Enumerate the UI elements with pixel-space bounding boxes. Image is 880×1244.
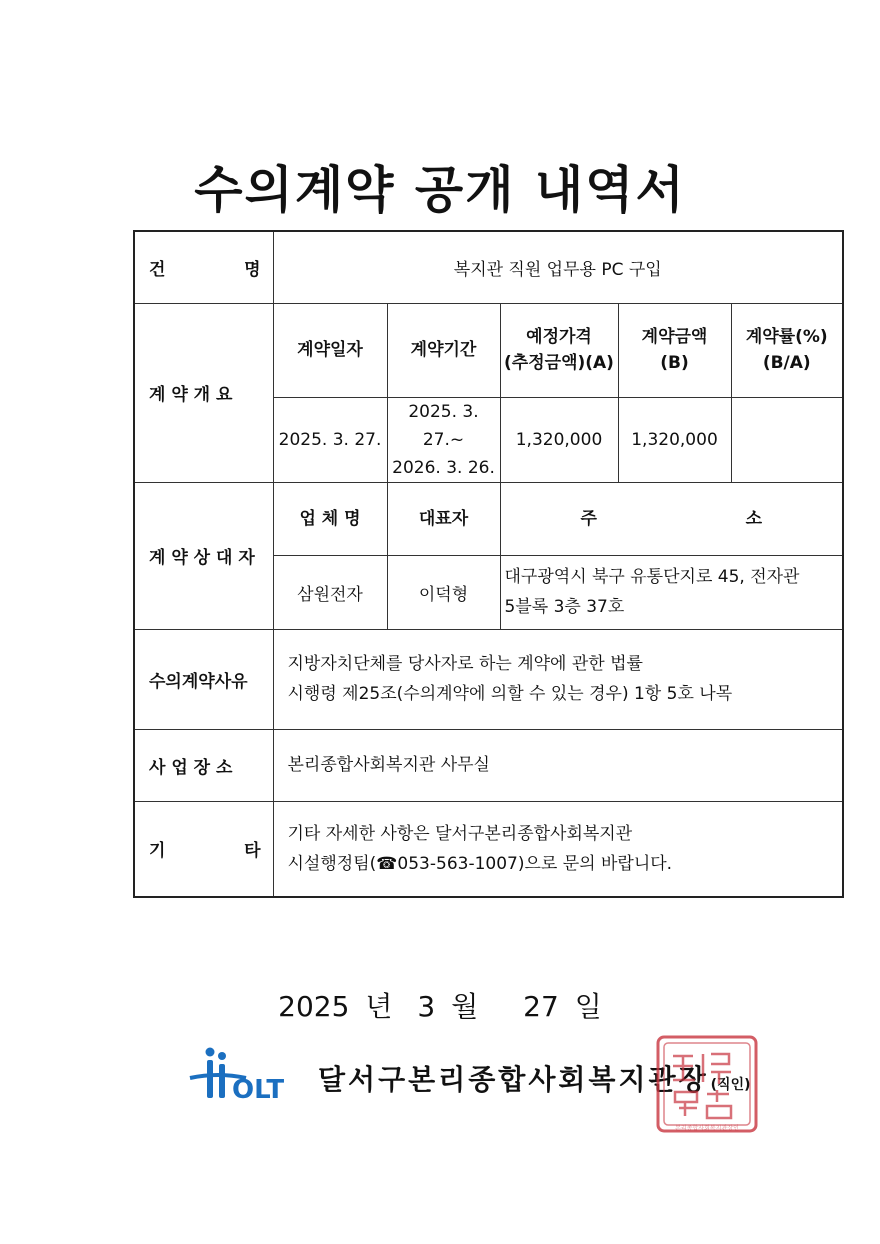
seal-text: 본리종합사회복지관장인 — [675, 1125, 739, 1132]
header-representative: 대표자 — [387, 482, 500, 555]
subject-label: 건 명 — [134, 231, 273, 303]
place-value: 본리종합사회복지관 사무실 — [273, 729, 843, 801]
header-address: 주 소 — [500, 482, 843, 555]
welfare-center-logo — [188, 1046, 298, 1104]
reason-row — [134, 629, 843, 729]
official-seal — [655, 1034, 759, 1134]
contract-date-value: 2025. 3. 27. — [273, 397, 387, 482]
address-value: 대구광역시 북구 유통단지로 45, 전자관 5블록 3층 37호 — [500, 555, 843, 629]
contract-period-value: 2025. 3. 27.~ 2026. 3. 26. — [387, 397, 500, 482]
contract-amount-value: 1,320,000 — [618, 397, 731, 482]
place-label: 사 업 장 소 — [134, 729, 273, 801]
party-header-row — [134, 482, 843, 555]
representative-value: 이덕형 — [387, 555, 500, 629]
party-label: 계 약 상 대 자 — [134, 482, 273, 629]
header-company: 업 체 명 — [273, 482, 387, 555]
issue-date: 2025 년 3 월 27 일 — [278, 990, 602, 1023]
place-row — [134, 729, 843, 801]
contract-rate-value — [731, 397, 843, 482]
reason-value: 지방자치단체를 당사자로 하는 계약에 관한 법률 시행령 제25조(수의계약에 의할 수 있는 경우) 1항 5호 나목 — [273, 629, 843, 729]
seal-note: (직인) — [710, 1077, 751, 1093]
header-contract-rate: 계약률(%) (B/A) — [731, 303, 843, 397]
header-contract-amount: 계약금액 (B) — [618, 303, 731, 397]
etc-row — [134, 801, 843, 897]
etc-value: 기타 자세한 사항은 달서구본리종합사회복지관 시설행정팀(☎053-563-1007)으로 문의 바랍니다. — [273, 801, 843, 897]
reason-label: 수의계약사유 — [134, 629, 273, 729]
logo-text: OLT — [232, 1075, 285, 1104]
subject-value: 복지관 직원 업무용 PC 구입 — [273, 231, 843, 303]
company-value: 삼원전자 — [273, 555, 387, 629]
header-contract-date: 계약일자 — [273, 303, 387, 397]
header-contract-period: 계약기간 — [387, 303, 500, 397]
header-estimated-price: 예정가격 (추정금액)(A) — [500, 303, 618, 397]
estimated-price-value: 1,320,000 — [500, 397, 618, 482]
organization-name: 달서구본리종합사회복지관장 (직인) — [318, 1063, 751, 1096]
overview-label: 계 약 개 요 — [134, 303, 273, 482]
overview-header-row — [134, 303, 843, 397]
contract-table — [133, 230, 844, 898]
etc-label: 기 타 — [134, 801, 273, 897]
page-title: 수의계약 공개 내역서 — [194, 161, 686, 219]
subject-row — [134, 231, 843, 303]
